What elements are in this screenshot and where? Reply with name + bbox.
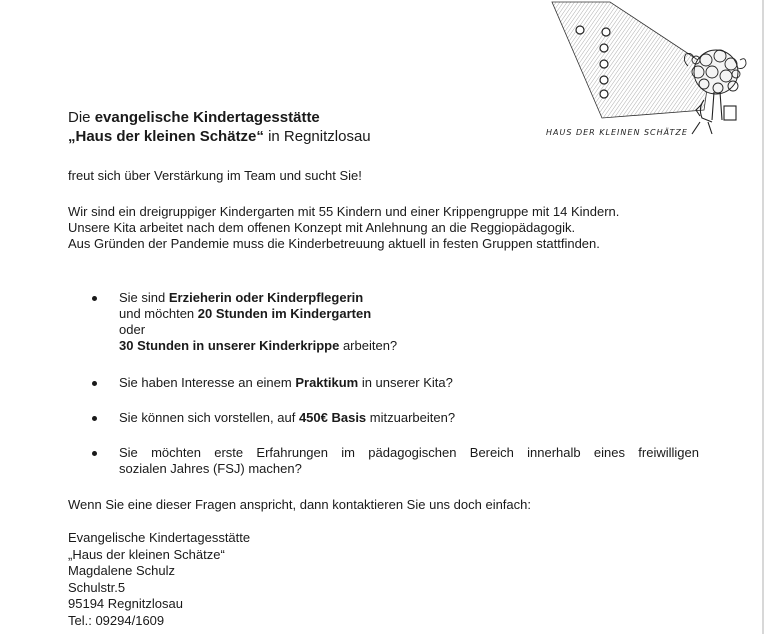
contact-street: Schulstr.5 [68,579,126,595]
description [68,204,619,252]
text: Sie möchten erste Erfahrungen im pädagogischen Bereich innerhalb eines freiwilligen [119,445,699,460]
contact-name: „Haus der kleinen Schätze“ [68,546,225,562]
header-org-type: evangelische Kindertagesstätte [94,109,320,126]
list-item-text [119,445,699,477]
bullet-icon [92,451,97,456]
header-line-1 [68,108,371,127]
contact-person: Magdalene Schulz [68,563,175,578]
text: und möchten [119,306,198,321]
contact-block [68,530,250,629]
header-prefix: Die [68,109,95,126]
text: Sie sind [119,290,169,305]
header-title [68,108,371,146]
list-item-text [119,410,699,426]
text: Sie können sich vorstellen, auf [119,410,299,425]
description-line: Aus Gründen der Pandemie muss die Kinderbetreuung aktuell in festen Gruppen stattfinden. [68,236,600,251]
bullet-icon [92,416,97,421]
contact-city: 95194 Regnitzlosau [68,596,183,611]
contact-org: Evangelische Kindertagesstätte [68,530,251,545]
call-to-action: Wenn Sie eine dieser Fragen anspricht, dann kontaktieren Sie uns doch einfach: [68,497,531,512]
intro-text: freut sich über Verstärkung im Team und sucht Sie! [68,168,362,183]
text: in unserer Kita? [358,375,453,390]
praktikum-text: Praktikum [295,375,359,390]
header-line-2 [68,127,371,146]
contact-phone: Tel.: 09294/1609 [68,612,165,628]
text: Sie haben Interesse an einem [119,375,296,390]
bullet-icon [92,296,97,301]
list-item-text [119,290,699,354]
header-kita-name: „Haus der kleinen Schätze“ [68,128,264,145]
text: oder [119,322,146,337]
description-line: Wir sind ein dreigruppiger Kindergarten mit 55 Kindern und einer Krippengruppe mit 14 Kindern. [68,204,620,219]
list-item-text [119,375,699,391]
header-location: in Regnitzlosau [263,128,371,145]
text: sozialen Jahres (FSJ) machen? [119,461,302,476]
role-text: Erzieherin oder Kinderpflegerin [168,290,364,305]
minijob-text: 450€ Basis [298,410,367,425]
hours-kindergarten: 20 Stunden im Kindergarten [197,306,372,321]
text: arbeiten? [339,338,398,353]
text: mitzuarbeiten? [366,410,456,425]
description-line: Unsere Kita arbeitet nach dem offenen Konzept mit Anlehnung an die Reggiopädagogik. [68,220,576,235]
bullet-icon [92,381,97,386]
hours-krippe: 30 Stunden in unserer Kinderkrippe [119,338,340,353]
logo-caption: HAUS DER KLEINEN SCHÄTZE [546,128,688,137]
